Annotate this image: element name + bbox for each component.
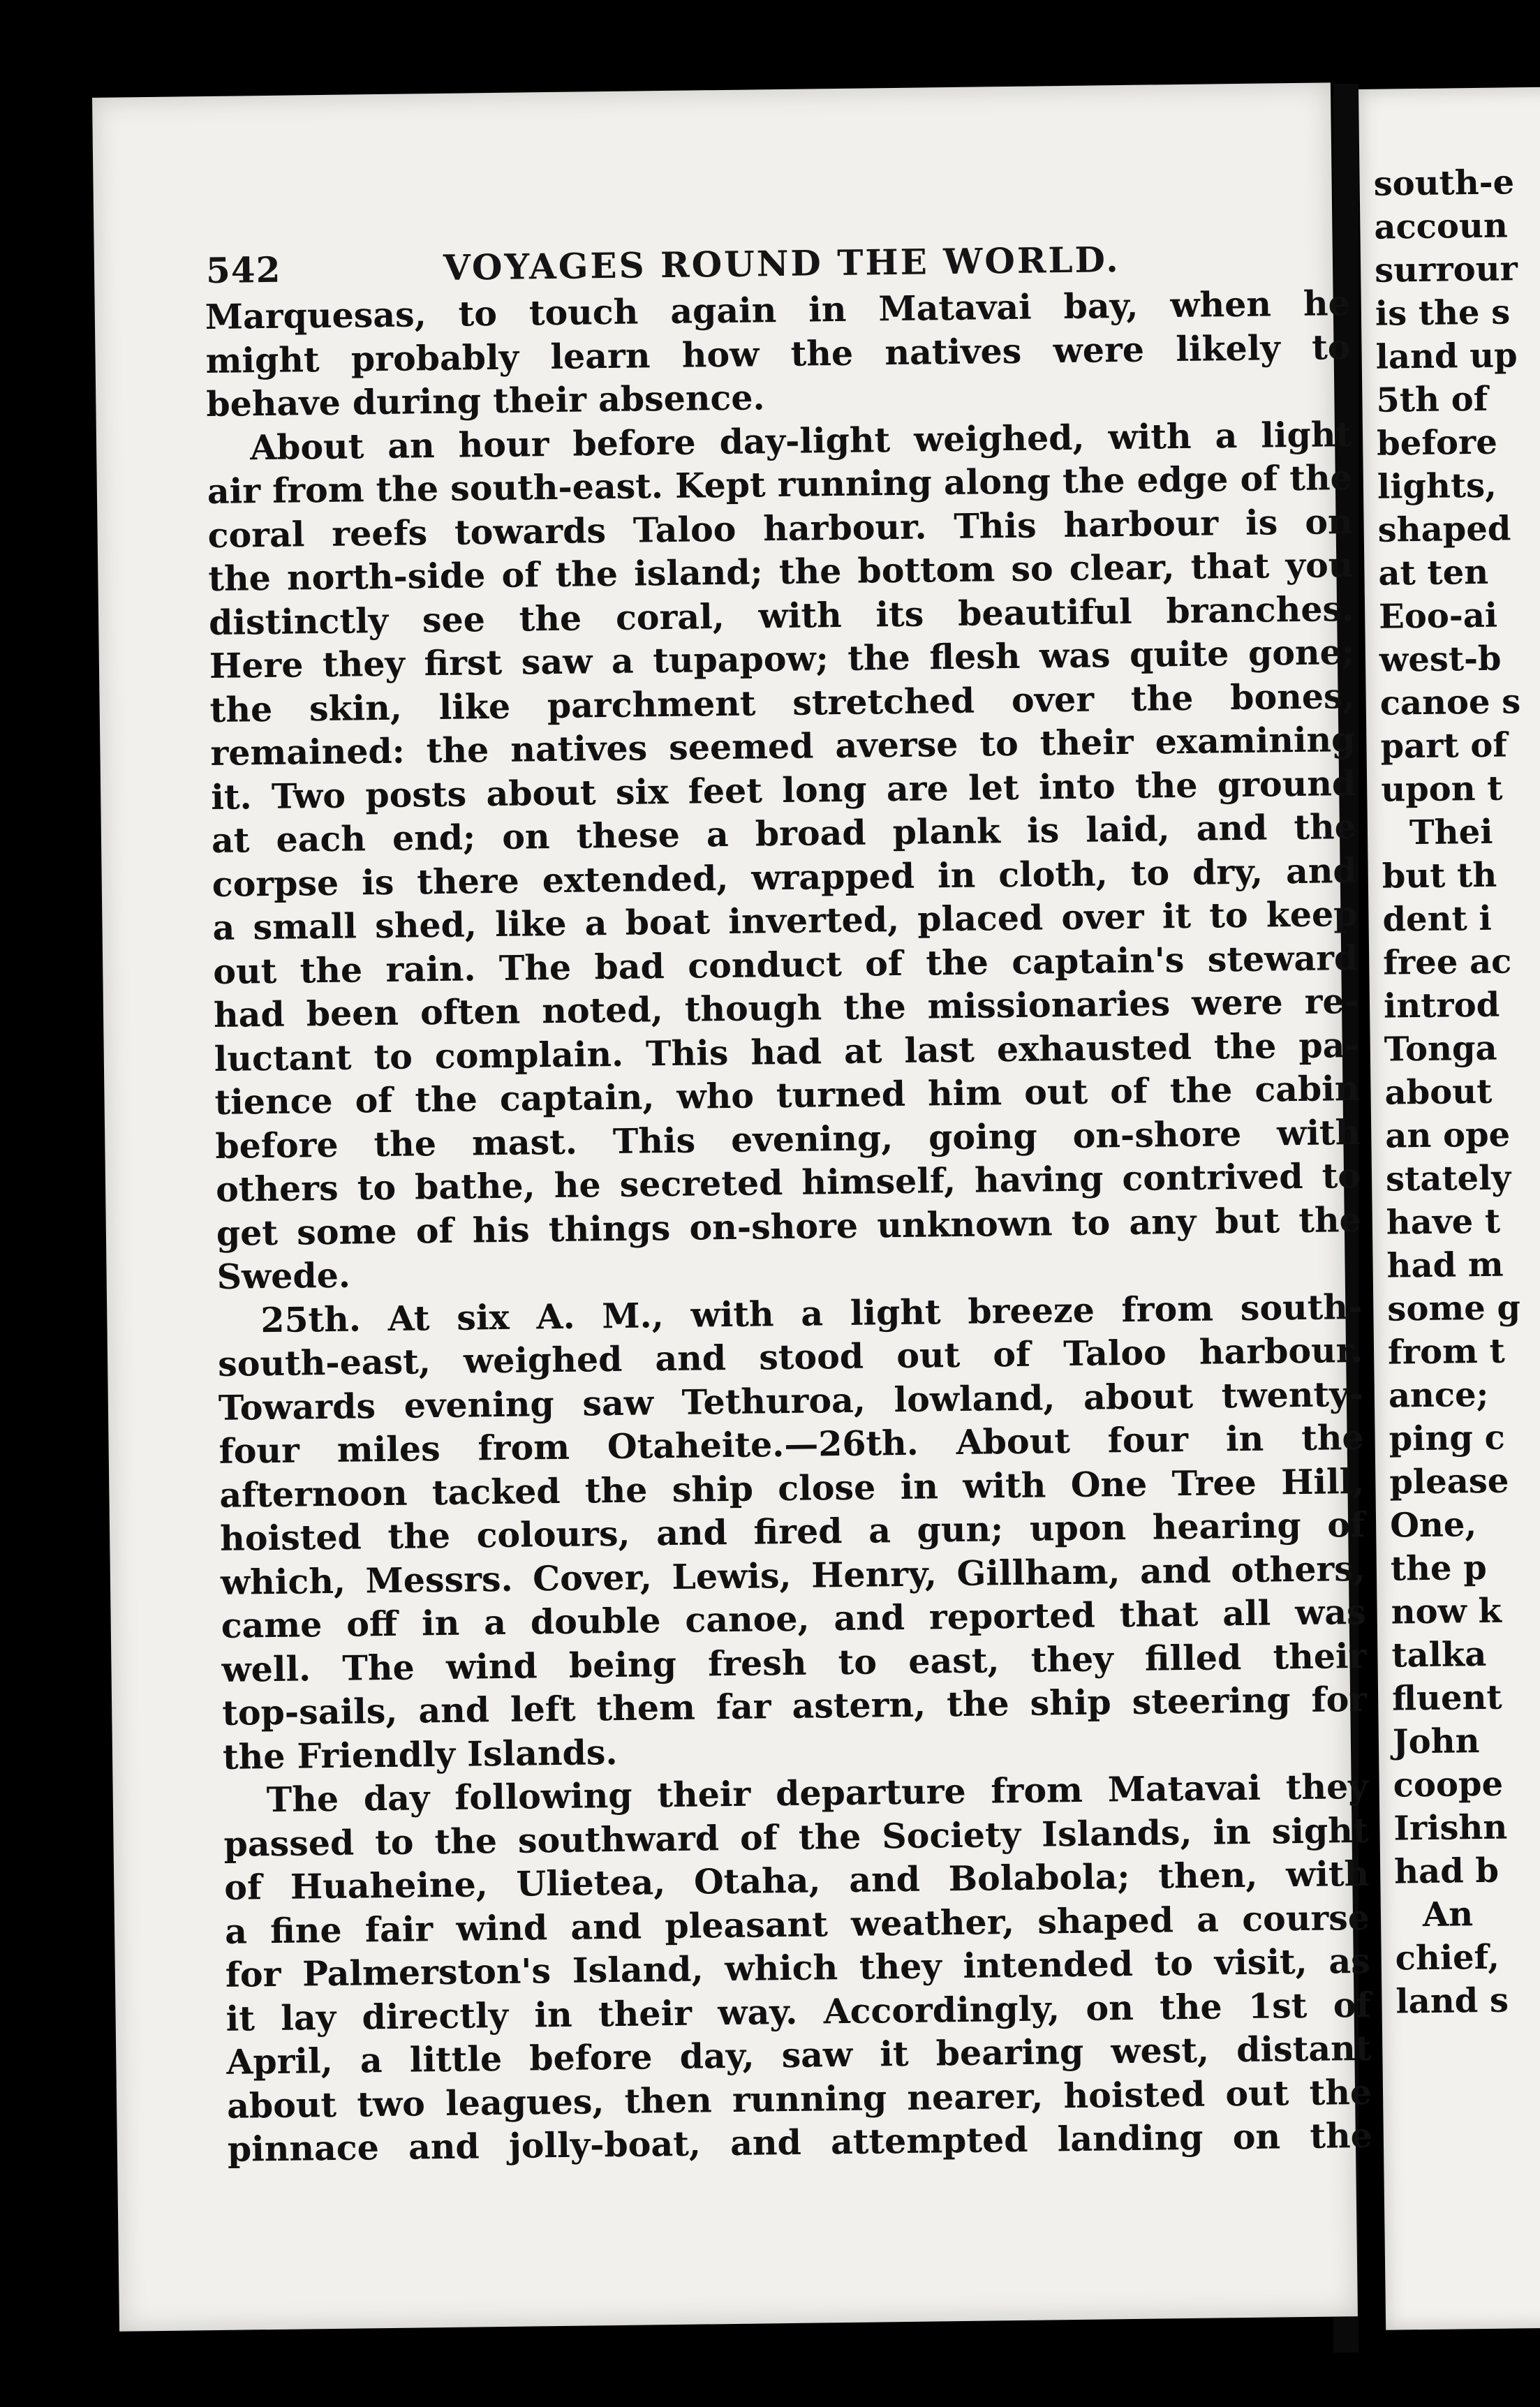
text-line: the north-side of the island; the bottom so clear, that you bbox=[208, 544, 1354, 600]
text-line: about two leagues, then running nearer, hoisted out the bbox=[226, 2071, 1372, 2126]
right-text-line: free ac bbox=[1382, 942, 1512, 983]
right-text-line: Tonga bbox=[1384, 1028, 1497, 1069]
text-line: Marquesas, to touch again in Matavai bay, when he bbox=[205, 283, 1351, 338]
right-page bbox=[1358, 87, 1540, 2330]
text-line: remained: the natives seemed averse to their examining bbox=[210, 718, 1356, 773]
text-line: The day following their departure from Matavai they bbox=[266, 1765, 1369, 1821]
text-line: April, a little before day, saw it bearing west, distant bbox=[226, 2027, 1372, 2082]
right-text-line: part of bbox=[1380, 725, 1508, 766]
text-line: corpse is there extended, wrapped in cloth, to dry, and bbox=[212, 850, 1358, 905]
text-line: south-east, weighed and stood out of Taloo harbour. bbox=[217, 1329, 1363, 1384]
right-text-line: at ten bbox=[1378, 552, 1489, 593]
text-line: it lay directly in their way. Accordingly, on the 1st of bbox=[225, 1984, 1371, 2039]
right-text-line: some g bbox=[1387, 1288, 1521, 1329]
text-line: afternoon tacked the ship close in with One Tree Hill, bbox=[219, 1460, 1365, 1516]
text-line: About an hour before day-light weighed, with a light bbox=[249, 413, 1352, 468]
right-text-line: land up bbox=[1375, 336, 1518, 377]
text-line: passed to the southward of the Society Islands, in sight bbox=[223, 1809, 1369, 1865]
text-line: 25th. At six A. M., with a light breeze from south- bbox=[260, 1286, 1363, 1340]
text-line: had been often noted, though the missionaries were re- bbox=[213, 980, 1359, 1035]
right-text-line: the p bbox=[1390, 1548, 1488, 1589]
text-line: the skin, like parchment stretched over the bones, bbox=[209, 675, 1355, 730]
right-text-line: is the s bbox=[1375, 292, 1511, 334]
right-text-line: ance; bbox=[1388, 1375, 1489, 1416]
right-text-line: please bbox=[1389, 1461, 1509, 1502]
text-line: behave during their absence. bbox=[206, 377, 765, 425]
right-text-line: an ope bbox=[1384, 1115, 1511, 1156]
right-text-line: shaped bbox=[1377, 509, 1511, 550]
text-line: for Palmerston's Island, which they intended to visit, as bbox=[225, 1940, 1371, 1995]
text-line: distinctly see the coral, with its beautiful branches. bbox=[208, 588, 1354, 643]
page-number: 542 bbox=[205, 249, 281, 292]
right-text-line: 5th of bbox=[1376, 379, 1488, 420]
text-line: the Friendly Islands. bbox=[222, 1731, 618, 1777]
right-text-line: introd bbox=[1383, 985, 1500, 1026]
text-line: before the mast. This evening, going on-shore with bbox=[215, 1111, 1361, 1167]
text-line: others to bathe, he secreted himself, having contrived to bbox=[215, 1155, 1361, 1210]
right-text-line: coope bbox=[1393, 1764, 1504, 1805]
right-text-line: One, bbox=[1389, 1505, 1477, 1546]
right-text-line: dent i bbox=[1382, 898, 1492, 940]
right-text-line: John bbox=[1392, 1721, 1480, 1762]
text-line: which, Messrs. Cover, Lewis, Henry, Gillham, and others, bbox=[220, 1548, 1366, 1603]
text-line: pinnace and jolly-boat, and attempted landing on the bbox=[227, 2115, 1373, 2170]
running-title: VOYAGES ROUND THE WORLD. bbox=[443, 239, 1120, 288]
text-line: Here they first saw a tupapow; the flesh was quite gone; bbox=[209, 631, 1355, 687]
right-text-line: had m bbox=[1386, 1245, 1504, 1286]
text-line: out the rain. The bad conduct of the captain's steward bbox=[212, 937, 1358, 992]
right-text-line: chief, bbox=[1395, 1937, 1500, 1978]
right-text-line: west-b bbox=[1379, 639, 1502, 680]
right-text-line: Thei bbox=[1409, 812, 1493, 853]
right-text-line: talka bbox=[1391, 1634, 1487, 1675]
right-text-line: stately bbox=[1385, 1158, 1511, 1199]
body-text bbox=[205, 281, 1372, 2171]
text-line: a small shed, like a boat inverted, placed over it to keep bbox=[212, 893, 1358, 948]
right-text-line: Irishn bbox=[1393, 1807, 1508, 1849]
text-line: four miles from Otaheite.—26th. About four in the bbox=[219, 1416, 1364, 1472]
text-line: it. Two posts about six feet long are let into the ground bbox=[210, 762, 1356, 817]
text-line: of Huaheine, Ulietea, Otaha, and Bolabola; then, with bbox=[223, 1853, 1370, 1908]
right-text-line: now k bbox=[1391, 1591, 1502, 1632]
right-text-line: accoun bbox=[1374, 206, 1509, 247]
text-line: Towards evening saw Tethuroa, lowland, about twenty- bbox=[218, 1373, 1364, 1428]
text-line: air from the south-east. Kept running along the edge of the bbox=[207, 457, 1353, 512]
text-line: coral reefs towards Taloo harbour. This harbour is on bbox=[207, 501, 1353, 556]
text-line: top-sails, and left them far astern, the ship steering for bbox=[221, 1678, 1368, 1733]
text-line: tience of the captain, who turned him out of the cabin bbox=[214, 1067, 1360, 1123]
right-text-line: but th bbox=[1382, 855, 1497, 896]
right-text-line: about bbox=[1384, 1072, 1493, 1113]
right-text-line: south-e bbox=[1373, 163, 1515, 204]
text-line: get some of his things on-shore unknown to any but the bbox=[216, 1199, 1362, 1254]
right-text-line: ping c bbox=[1389, 1418, 1506, 1459]
text-line: at each end; on these a broad plank is laid, and the bbox=[211, 806, 1357, 861]
text-line: came off in a double canoe, and reported that all was bbox=[221, 1591, 1366, 1646]
right-text-line: have t bbox=[1386, 1201, 1501, 1243]
right-text-line: An bbox=[1422, 1895, 1474, 1935]
right-text-line: canoe s bbox=[1379, 682, 1521, 723]
right-text-line: before bbox=[1376, 422, 1498, 464]
right-text-line: had b bbox=[1393, 1851, 1500, 1892]
text-line: Swede. bbox=[216, 1254, 351, 1297]
right-text-line: fluent bbox=[1391, 1678, 1502, 1719]
right-page-text bbox=[1373, 159, 1540, 2024]
text-line: a fine fair wind and pleasant weather, shaped a course bbox=[224, 1897, 1370, 1952]
right-text-line: land s bbox=[1395, 1980, 1509, 2022]
text-line: might probably learn how the natives were likely to bbox=[205, 326, 1351, 381]
text-line: well. The wind being fresh to east, they filled their bbox=[221, 1635, 1367, 1690]
right-text-line: surrour bbox=[1374, 249, 1518, 290]
text-line: luctant to complain. This had at last exhausted the pa- bbox=[214, 1024, 1360, 1079]
right-text-line: upon t bbox=[1380, 769, 1503, 810]
right-text-line: Eoo-ai bbox=[1378, 595, 1498, 637]
right-text-line: from t bbox=[1387, 1331, 1506, 1372]
text-line: hoisted the colours, and fired a gun; upon hearing of bbox=[219, 1504, 1365, 1559]
left-page bbox=[92, 82, 1373, 2331]
right-text-line: lights, bbox=[1377, 466, 1497, 507]
